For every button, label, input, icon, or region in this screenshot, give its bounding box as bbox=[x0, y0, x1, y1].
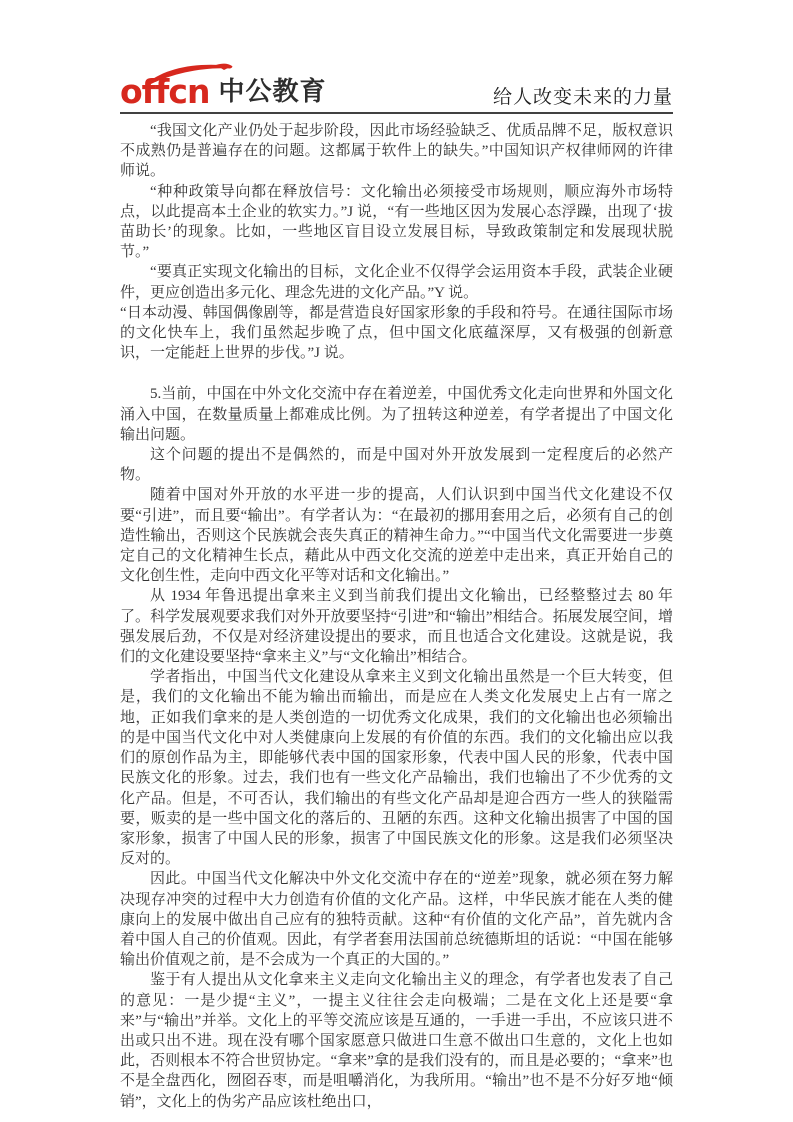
paragraph: “要真正实现文化输出的目标，文化企业不仅得学会运用资本手段，武装企业硬件，更应创造出多元化、理念先进的文化产品。”Y 说。 bbox=[120, 264, 673, 301]
document-body bbox=[120, 121, 673, 1112]
paragraph: “日本动漫、韩国偶像剧等，都是营造良好国家形象的手段和符号。在通往国际市场的文化快车上，我们虽然起步晚了点，但中国文化底蕴深厚，又有极强的创新意识，一定能赶上世界的步伐。”J 说。 bbox=[120, 304, 673, 362]
header-tagline: 给人改变未来的力量 bbox=[492, 87, 673, 108]
paragraph: “我国文化产业仍处于起步阶段，因此市场经验缺乏、优质品牌不足，版权意识不成熟仍是普遍存在的问题。这都属于软件上的缺失。”中国知识产权律师网的许律师说。 bbox=[120, 123, 673, 180]
paragraph: “种种政策导向都在释放信号：文化输出必须接受市场规则，顺应海外市场特点，以此提高本土企业的软实力。”J 说，“有一些地区因为发展心态浮躁，出现了‘拔苗助长’的现象。比如，一些地区盲目设立发展目标，导致政策制定和发展现状脱节。” bbox=[120, 183, 673, 261]
logo-wordmark: offcn bbox=[120, 71, 210, 111]
paragraph: 鉴于有人提出从文化拿来主义走向文化输出主义的理念，有学者也发表了自己的意见：一是少提“主义”，一提主义往往会走向极端；二是在文化上还是要“拿来”与“输出”并举。文化上的平等交流应该是互通的，一手进一手出，不应该只进不出或只出不进。现在没有哪个国家愿意只做进口生意不做出口生意的，文化上也如此，否则根本不符合世贸协定。“拿来”拿的是我们没有的，而且是必要的；“拿来”也不是全盘西化，囫囵吞枣，而是咀嚼消化，为我所用。“输出”也不是不分好歹地“倾销”，文化上的伪劣产品应该杜绝出口， bbox=[120, 972, 673, 1110]
logo-brand-name: 中公教育 bbox=[218, 76, 327, 106]
paragraph: 学者指出，中国当代文化建设从拿来主义到文化输出虽然是一个巨大转变，但是，我们的文化输出不能为输出而输出，而是应在人类文化发展史上占有一席之地，正如我们拿来的是人类创造的一切优秀文化成果，我们的文化输出也必须输出的是中国当代文化中对人类健康向上发展的有价值的东西。我们的文化输出应以我们的原创作品为主，即能够代表中国的国家形象，代表中国人民的形象，代表中国民族文化的形象。过去，我们也有一些文化产品输出，我们也输出了不少优秀的文化产品。但是，不可否认，我们输出的有些文化产品却是迎合西方一些人的狭隘需要，贩卖的是一些中国文化的落后的、丑陋的东西。这种文化输出损害了中国的国家形象，损害了中国人民的形象，损害了中国民族文化的形象。这是我们必须坚决反对的。 bbox=[120, 669, 673, 868]
page-header bbox=[120, 54, 673, 114]
swoosh-icon bbox=[146, 62, 234, 84]
paragraph: 随着中国对外开放的水平进一步的提高，人们认识到中国当代文化建设不仅要“引进”，而且要“输出”。有学者认为：“在最初的挪用套用之后，必须有自己的创造性输出，否则这个民族就会丧失真正的精神生命力。”“中国当代文化需要进一步奠定自己的文化精神生长点，藉此从中西文化交流的逆差中走出来，真正开始自己的文化创生性，走向中西文化平等对话和文化输出。” bbox=[120, 487, 673, 585]
paragraph: 从 1934 年鲁迅提出拿来主义到当前我们提出文化输出，已经整整过去 80 年了。科学发展观要求我们对外开放要坚持“引进”和“输出”相结合。拓展发展空间，增强发展后劲，不仅是对经济建设提出的要求，而且也适合文化建设。这就是说，我们的文化建设要坚持“拿来主义”与“文化输出”相结合。 bbox=[120, 588, 673, 666]
paragraph: 5.当前，中国在中外文化交流中存在着逆差，中国优秀文化走向世界和外国文化涌入中国，在数量质量上都难成比例。为了扭转这种逆差，有学者提出了中国文化输出问题。 bbox=[120, 386, 673, 443]
paragraph: 这个问题的提出不是偶然的，而是中国对外开放发展到一定程度后的必然产物。 bbox=[120, 447, 673, 484]
paragraph: 因此。中国当代文化解决中外文化交流中存在的“逆差”现象，就必须在努力解决现存冲突的过程中大力创造有价值的文化产品。这样，中华民族才能在人类的健康向上的发展中做出自己应有的独特贡献。这种“有价值的文化产品”，首先就内含着中国人自己的价值观。因此，有学者套用法国前总统德斯坦的话说：“中国在能够输出价值观之前，是不会成为一个真正的大国的。” bbox=[120, 871, 673, 969]
offcn-logo bbox=[120, 71, 327, 111]
